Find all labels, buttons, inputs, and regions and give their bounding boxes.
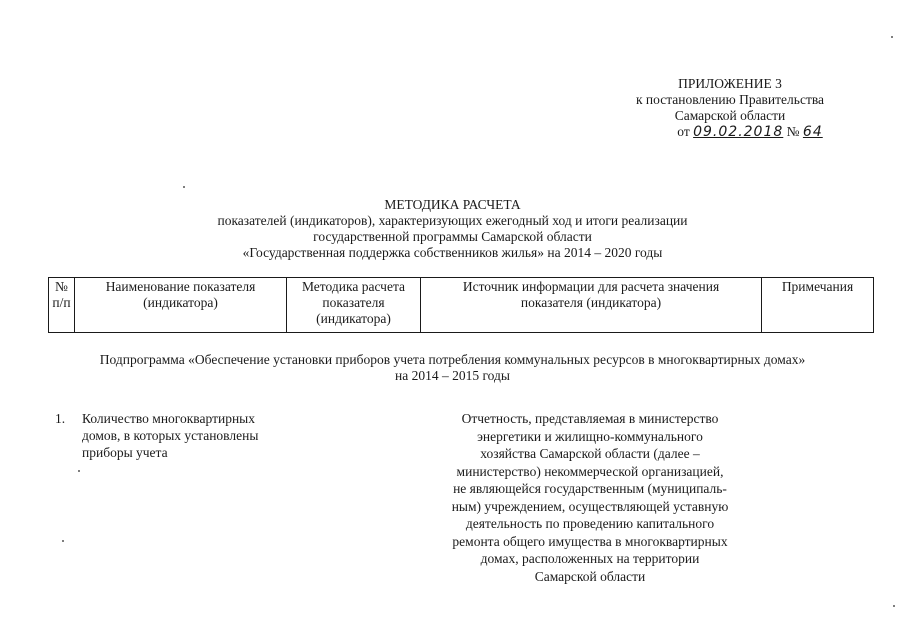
appendix-block: [560, 76, 900, 140]
date-prefix: от: [677, 124, 690, 139]
indicator-table-header: [48, 277, 874, 333]
scan-speck: [183, 186, 185, 188]
subprogram-heading: [0, 352, 905, 384]
document-subtitle-line-3: «Государственная поддержка собственников жилья» на 2014 – 2020 годы: [242, 245, 663, 260]
subprogram-title: Подпрограмма «Обеспечение установки приборов учета потребления коммунальных ресурсов в многоквартирных домах»: [99, 352, 806, 367]
appendix-region-line: Самарской области: [674, 108, 786, 123]
subprogram-period: на 2014 – 2015 годы: [395, 368, 510, 383]
column-header-number: № п/п: [49, 278, 75, 333]
appendix-decree-line: к постановлению Правительства: [635, 92, 825, 107]
scan-speck: [893, 605, 895, 607]
document-subtitle-line-1: показателей (индикаторов), характеризующих ежегодный ход и итоги реализации: [217, 213, 688, 228]
row-indicator-name: Количество многоквартирных домов, в которых установлены приборы учета: [82, 411, 259, 460]
handwritten-date: 09.02.2018: [693, 124, 784, 140]
scan-speck: [62, 540, 64, 542]
number-prefix: №: [786, 124, 800, 139]
scan-speck: [78, 470, 80, 472]
scan-speck: [891, 36, 893, 38]
appendix-date-line: [560, 124, 900, 140]
column-header-calculation-method: Методика расчета показателя (индикатора): [287, 278, 421, 333]
document-title-block: [0, 197, 905, 261]
column-header-information-source: Источник информации для расчета значения показателя (индикатора): [421, 278, 762, 333]
row-information-source: Отчетность, представляемая в министерство энергетики и жилищно-коммунального хозяйства Самарской области (далее – министерство) некоммерческой организацией, не являющейся государственным (муниципаль- ным) учреждением, осуществляющей уставную деятельность по проведению капитального ремонта общего имущества в многоквартирных домах, расположенных на территории Самарской области: [451, 411, 729, 584]
column-header-notes: Примечания: [762, 278, 874, 333]
table-header-row: [49, 278, 874, 333]
appendix-title: ПРИЛОЖЕНИЕ 3: [678, 76, 782, 91]
row-number: 1.: [55, 411, 66, 426]
document-subtitle-line-2: государственной программы Самарской области: [313, 229, 592, 244]
handwritten-number: 64: [802, 124, 823, 140]
document-heading: МЕТОДИКА РАСЧЕТА: [384, 197, 521, 212]
column-header-indicator-name: Наименование показателя (индикатора): [75, 278, 287, 333]
